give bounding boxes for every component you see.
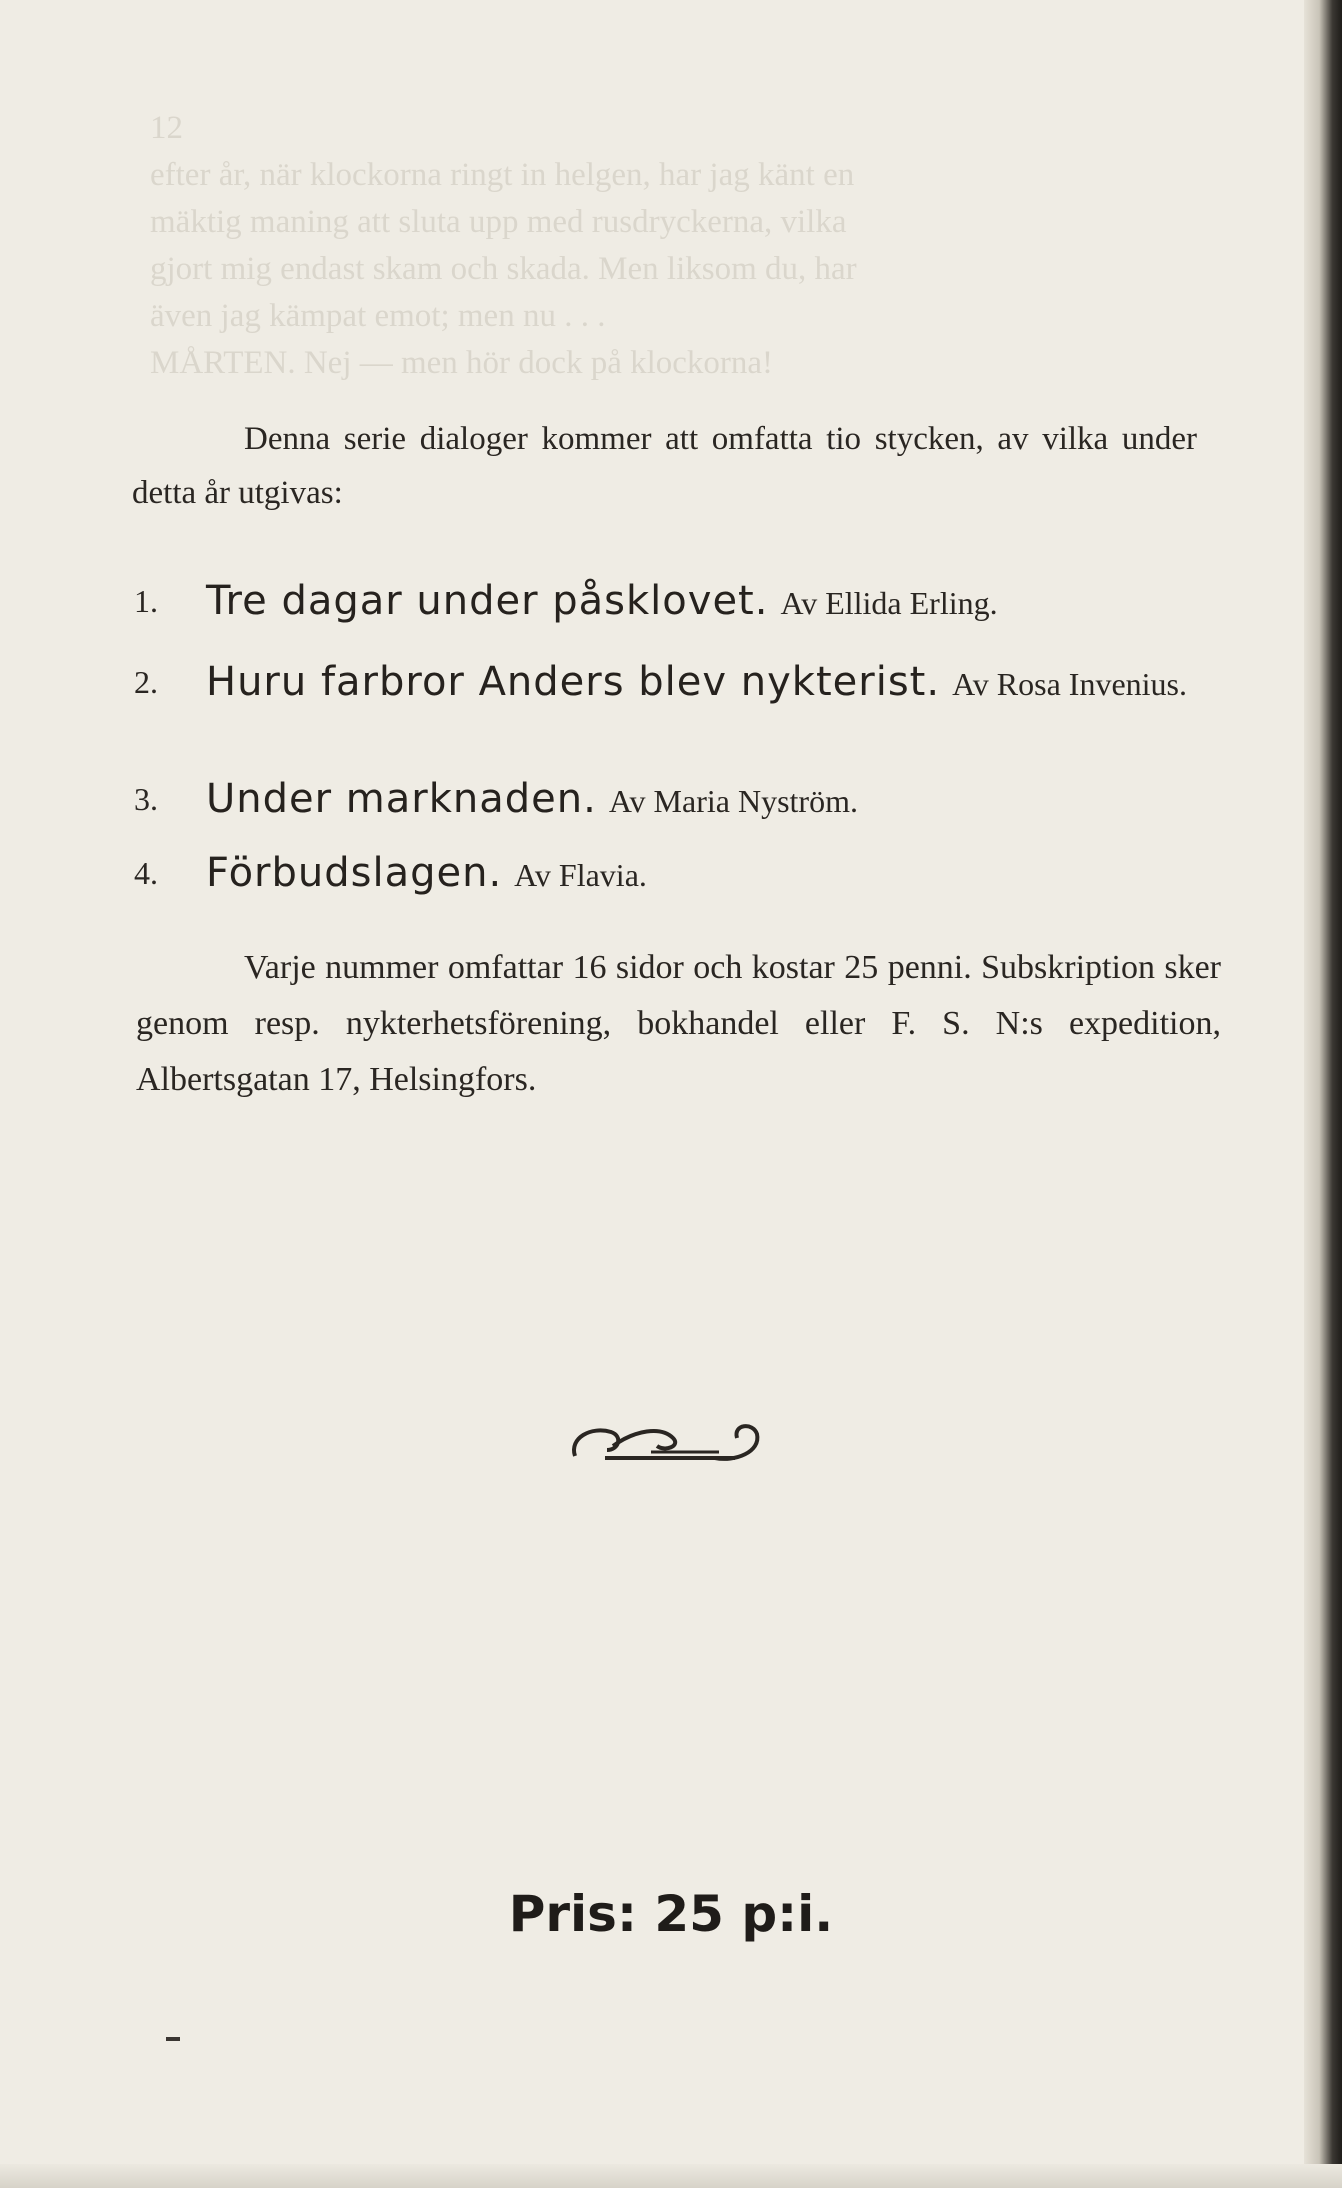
subscription-paragraph: Varje nummer omfattar 16 sidor och kostar 25 penni. Subskription sker genom resp. nykterhetsförening, bokhandel eller F. S. N:s expedition, Albertsgatan 17, Helsingfors. (136, 949, 1221, 1098)
price-label: Pris: 25 p:i. (508, 1885, 834, 1943)
printer-mark (166, 2037, 180, 2041)
bleed-through-line: 12 (150, 110, 183, 146)
item-number: 1. (134, 583, 158, 619)
item-author: Av Ellida Erling. (780, 585, 998, 621)
item-author: Av Rosa Invenius. (952, 666, 1187, 702)
list-item (132, 850, 647, 896)
bleed-through-line: mäktig maning att sluta upp med rusdryckerna, vilka (150, 204, 847, 240)
item-number: 2. (134, 664, 158, 700)
item-author: Av Flavia. (514, 857, 647, 893)
list-item (132, 578, 998, 624)
list-item (132, 650, 1206, 723)
bleed-through-line: efter år, när klockorna ringt in helgen, har jag känt en (150, 157, 855, 193)
item-title: Förbudslagen. (206, 850, 503, 896)
item-title: Under marknaden. (206, 776, 597, 822)
bleed-through-line: även jag kämpat emot; men nu . . . (150, 298, 606, 334)
item-number: 3. (134, 781, 158, 817)
bleed-through-text (150, 105, 1230, 387)
bleed-through-line: gjort mig endast skam och skada. Men liksom du, har (150, 251, 857, 287)
item-number: 4. (134, 855, 158, 891)
page-bottom-edge (0, 2164, 1342, 2188)
item-title: Huru farbror Anders blev nykterist. (206, 659, 941, 705)
item-title: Tre dagar under påsklovet. (206, 578, 769, 624)
bleed-through-line: MÅRTEN. Nej — men hör dock på klockorna! (150, 345, 774, 381)
intro-paragraph: Denna serie dialoger kommer att omfatta tio stycken, av vilka under detta år utgivas: (132, 421, 1197, 511)
page-edge-shadow (1304, 0, 1342, 2188)
ornament-flourish-icon (565, 1412, 775, 1474)
item-author: Av Maria Nyström. (608, 783, 858, 819)
list-item (132, 776, 858, 822)
